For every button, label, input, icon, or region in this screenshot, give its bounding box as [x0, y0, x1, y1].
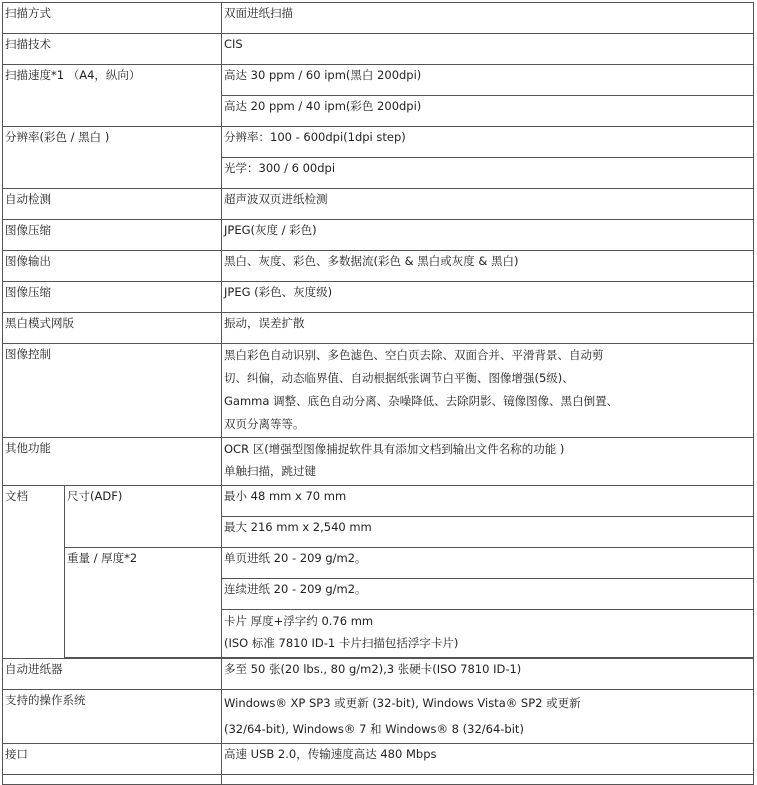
row-label: 扫描技术 — [3, 34, 222, 65]
table-row — [3, 34, 754, 65]
other-line: OCR 区(增强型图像捕捉软件具有添加文档到输出文件名称的功能 ) — [224, 442, 565, 456]
row-value: CIS — [222, 34, 754, 65]
row-value: 连续进纸 20 - 209 g/m2。 — [222, 579, 754, 610]
row-value: 分辨率：100 - 600dpi(1dpi step) — [222, 127, 754, 158]
os-line: Windows® XP SP3 或更新 (32-bit), Windows Vista® SP2 或更新 — [224, 696, 581, 710]
row-value: 光学：300 / 6 00dpi — [222, 158, 754, 189]
image-control-line: 双页分离等等。 — [224, 417, 305, 431]
row-sublabel: 尺寸(ADF) — [65, 486, 222, 548]
row-value: 高达 20 ppm / 40 ipm(彩色 200dpi) — [222, 96, 754, 127]
image-control-line: Gamma 调整、底色自动分离、杂噪降低、去除阴影、镜像图像、黑白倒置、 — [224, 394, 619, 408]
row-label: 图像压缩 — [3, 220, 222, 251]
row-value — [222, 438, 754, 486]
row-value: 高速 USB 2.0，传输速度高达 480 Mbps — [222, 744, 754, 775]
table-row — [3, 3, 754, 34]
card-line: (ISO 标准 7810 ID-1 卡片扫描包括浮字卡片) — [224, 636, 459, 650]
row-value: JPEG (彩色、灰度级) — [222, 282, 754, 313]
row-value: 双面进纸扫描 — [222, 3, 754, 34]
row-label: 图像压缩 — [3, 282, 222, 313]
table-row — [3, 65, 754, 96]
row-value — [222, 610, 754, 658]
table-row — [3, 744, 754, 775]
table-row — [3, 189, 754, 220]
image-control-line: 黑白彩色自动识别、多色滤色、空白页去除、双面合并、平滑背景、自动剪 — [224, 348, 604, 362]
os-line: (32/64-bit), Windows® 7 和 Windows® 8 (32/64-bit) — [224, 722, 524, 736]
row-label: 自动进纸器 — [3, 659, 222, 690]
row-value: 高达 30 ppm / 60 ipm(黑白 200dpi) — [222, 65, 754, 96]
row-value — [222, 775, 754, 785]
table-row — [3, 438, 754, 486]
row-value: 超声波双页进纸检测 — [222, 189, 754, 220]
row-value: 最小 48 mm x 70 mm — [222, 486, 754, 517]
row-label: 图像输出 — [3, 251, 222, 282]
row-value: JPEG(灰度 / 彩色) — [222, 220, 754, 251]
row-value — [222, 344, 754, 438]
row-value — [222, 690, 754, 744]
card-line: 卡片 厚度+浮字约 0.76 mm — [224, 614, 374, 628]
row-value: 单页进纸 20 - 209 g/m2。 — [222, 548, 754, 579]
table-row — [3, 127, 754, 158]
row-value: 黑白、灰度、彩色、多数据流(彩色 & 黑白或灰度 & 黑白) — [222, 251, 754, 282]
table-row — [3, 344, 754, 438]
table-row — [3, 690, 754, 744]
table-row — [3, 282, 754, 313]
row-label — [3, 775, 222, 785]
row-sublabel: 重量 / 厚度*2 — [65, 548, 222, 658]
row-value: 振动，误差扩散 — [222, 313, 754, 344]
table-row — [3, 659, 754, 690]
row-label: 图像控制 — [3, 344, 222, 438]
row-label: 扫描方式 — [3, 3, 222, 34]
table-row — [3, 313, 754, 344]
row-label: 接口 — [3, 744, 222, 775]
table-row — [3, 251, 754, 282]
row-label: 自动检测 — [3, 189, 222, 220]
row-label: 其他功能 — [3, 438, 222, 486]
table-row — [3, 775, 754, 785]
row-label: 扫描速度*1 （A4，纵向） — [3, 65, 222, 127]
image-control-line: 切、纠偏，动态临界值、自动根据纸张调节白平衡、图像增强(5级)、 — [224, 371, 574, 385]
spec-table — [2, 2, 754, 785]
row-value: 多至 50 张(20 lbs., 80 g/m2),3 张硬卡(ISO 7810 ID-1) — [222, 659, 754, 690]
row-label: 黑白模式网版 — [3, 313, 222, 344]
other-line: 单触扫描，跳过键 — [224, 464, 316, 478]
table-row — [3, 548, 754, 579]
row-label: 文档 — [3, 486, 65, 659]
row-value: 最大 216 mm x 2,540 mm — [222, 517, 754, 548]
row-label: 分辨率(彩色 / 黑白 ) — [3, 127, 222, 189]
row-label: 支持的操作系统 — [3, 690, 222, 744]
table-row — [3, 486, 754, 517]
table-row — [3, 220, 754, 251]
